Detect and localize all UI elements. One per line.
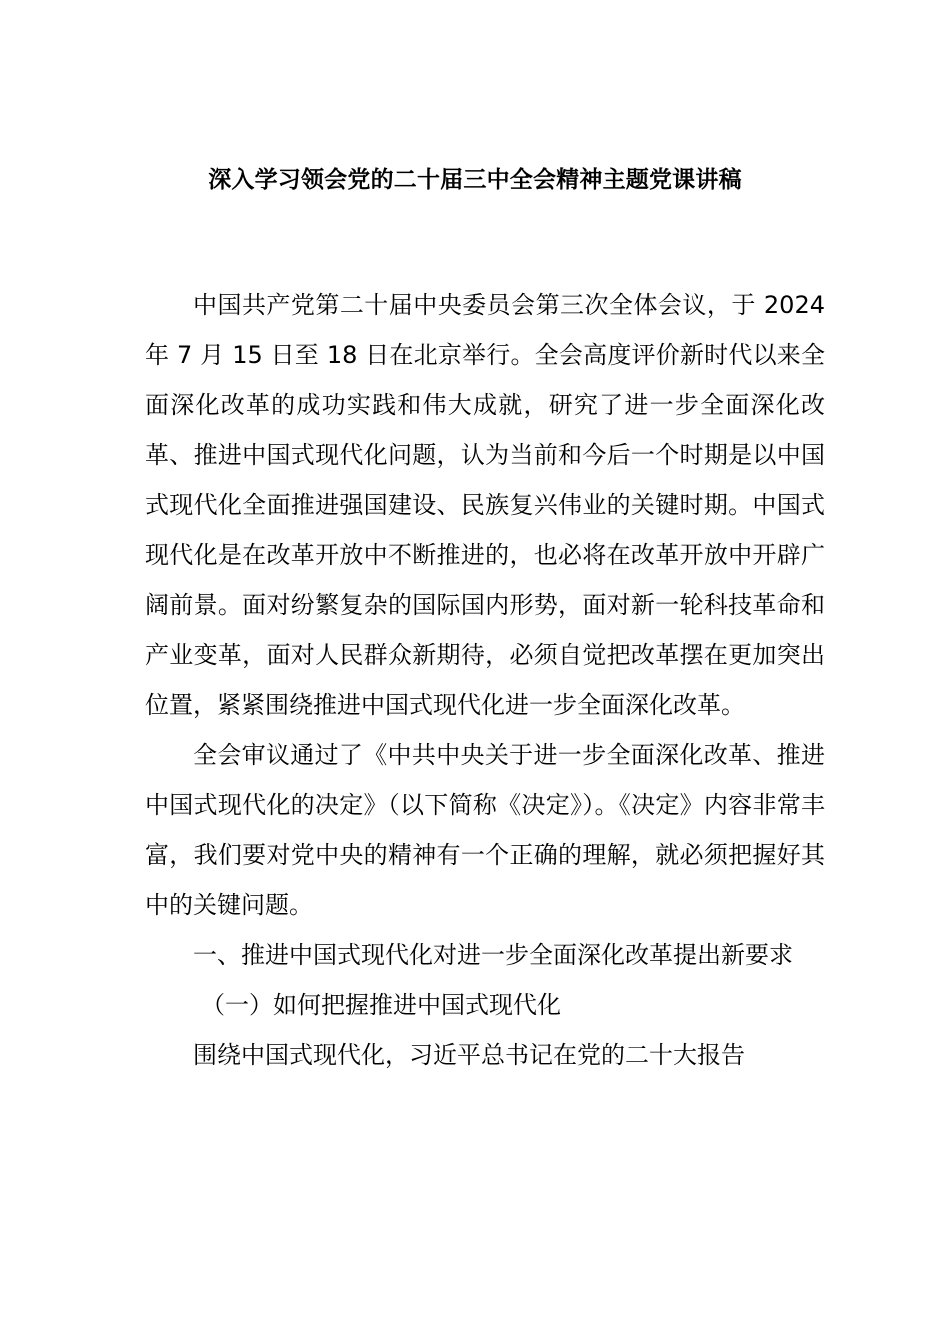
document-title: 深入学习领会党的二十届三中全会精神主题党课讲稿 xyxy=(208,167,742,193)
document-body xyxy=(145,280,825,1080)
paragraph-decision: 全会审议通过了《中共中央关于进一步全面深化改革、推进中国式现代化的决定》（以下简称《决定》）。《决定》内容非常丰富，我们要对党中央的精神有一个正确的理解，就必须把握好其中的关键问题。 xyxy=(145,741,825,919)
paragraph-section-start: 围绕中国式现代化，习近平总书记在党的二十大报告 xyxy=(193,1041,745,1069)
subsection-heading-1: （一）如何把握推进中国式现代化 xyxy=(201,991,561,1019)
section-heading-1: 一、推进中国式现代化对进一步全面深化改革提出新要求 xyxy=(193,941,793,969)
paragraph-intro: 中国共产党第二十届中央委员会第三次全体会议，于 2024 年 7 月 15 日至 18 日在北京举行。全会高度评价新时代以来全面深化改革的成功实践和伟大成就，研究了进一步全面深化改革、推进中国式现代化问题，认为当前和今后一个时期是以中国式现代化全面推进强国建设、民族复兴伟业的关键时期。中国式现代化是在改革开放中不断推进的，也必将在改革开放中开辟广阔前景。面对纷繁复杂的国际国内形势，面对新一轮科技革命和产业变革，面对人民群众新期待，必须自觉把改革摆在更加突出位置，紧紧围绕推进中国式现代化进一步全面深化改革。 xyxy=(145,291,825,719)
